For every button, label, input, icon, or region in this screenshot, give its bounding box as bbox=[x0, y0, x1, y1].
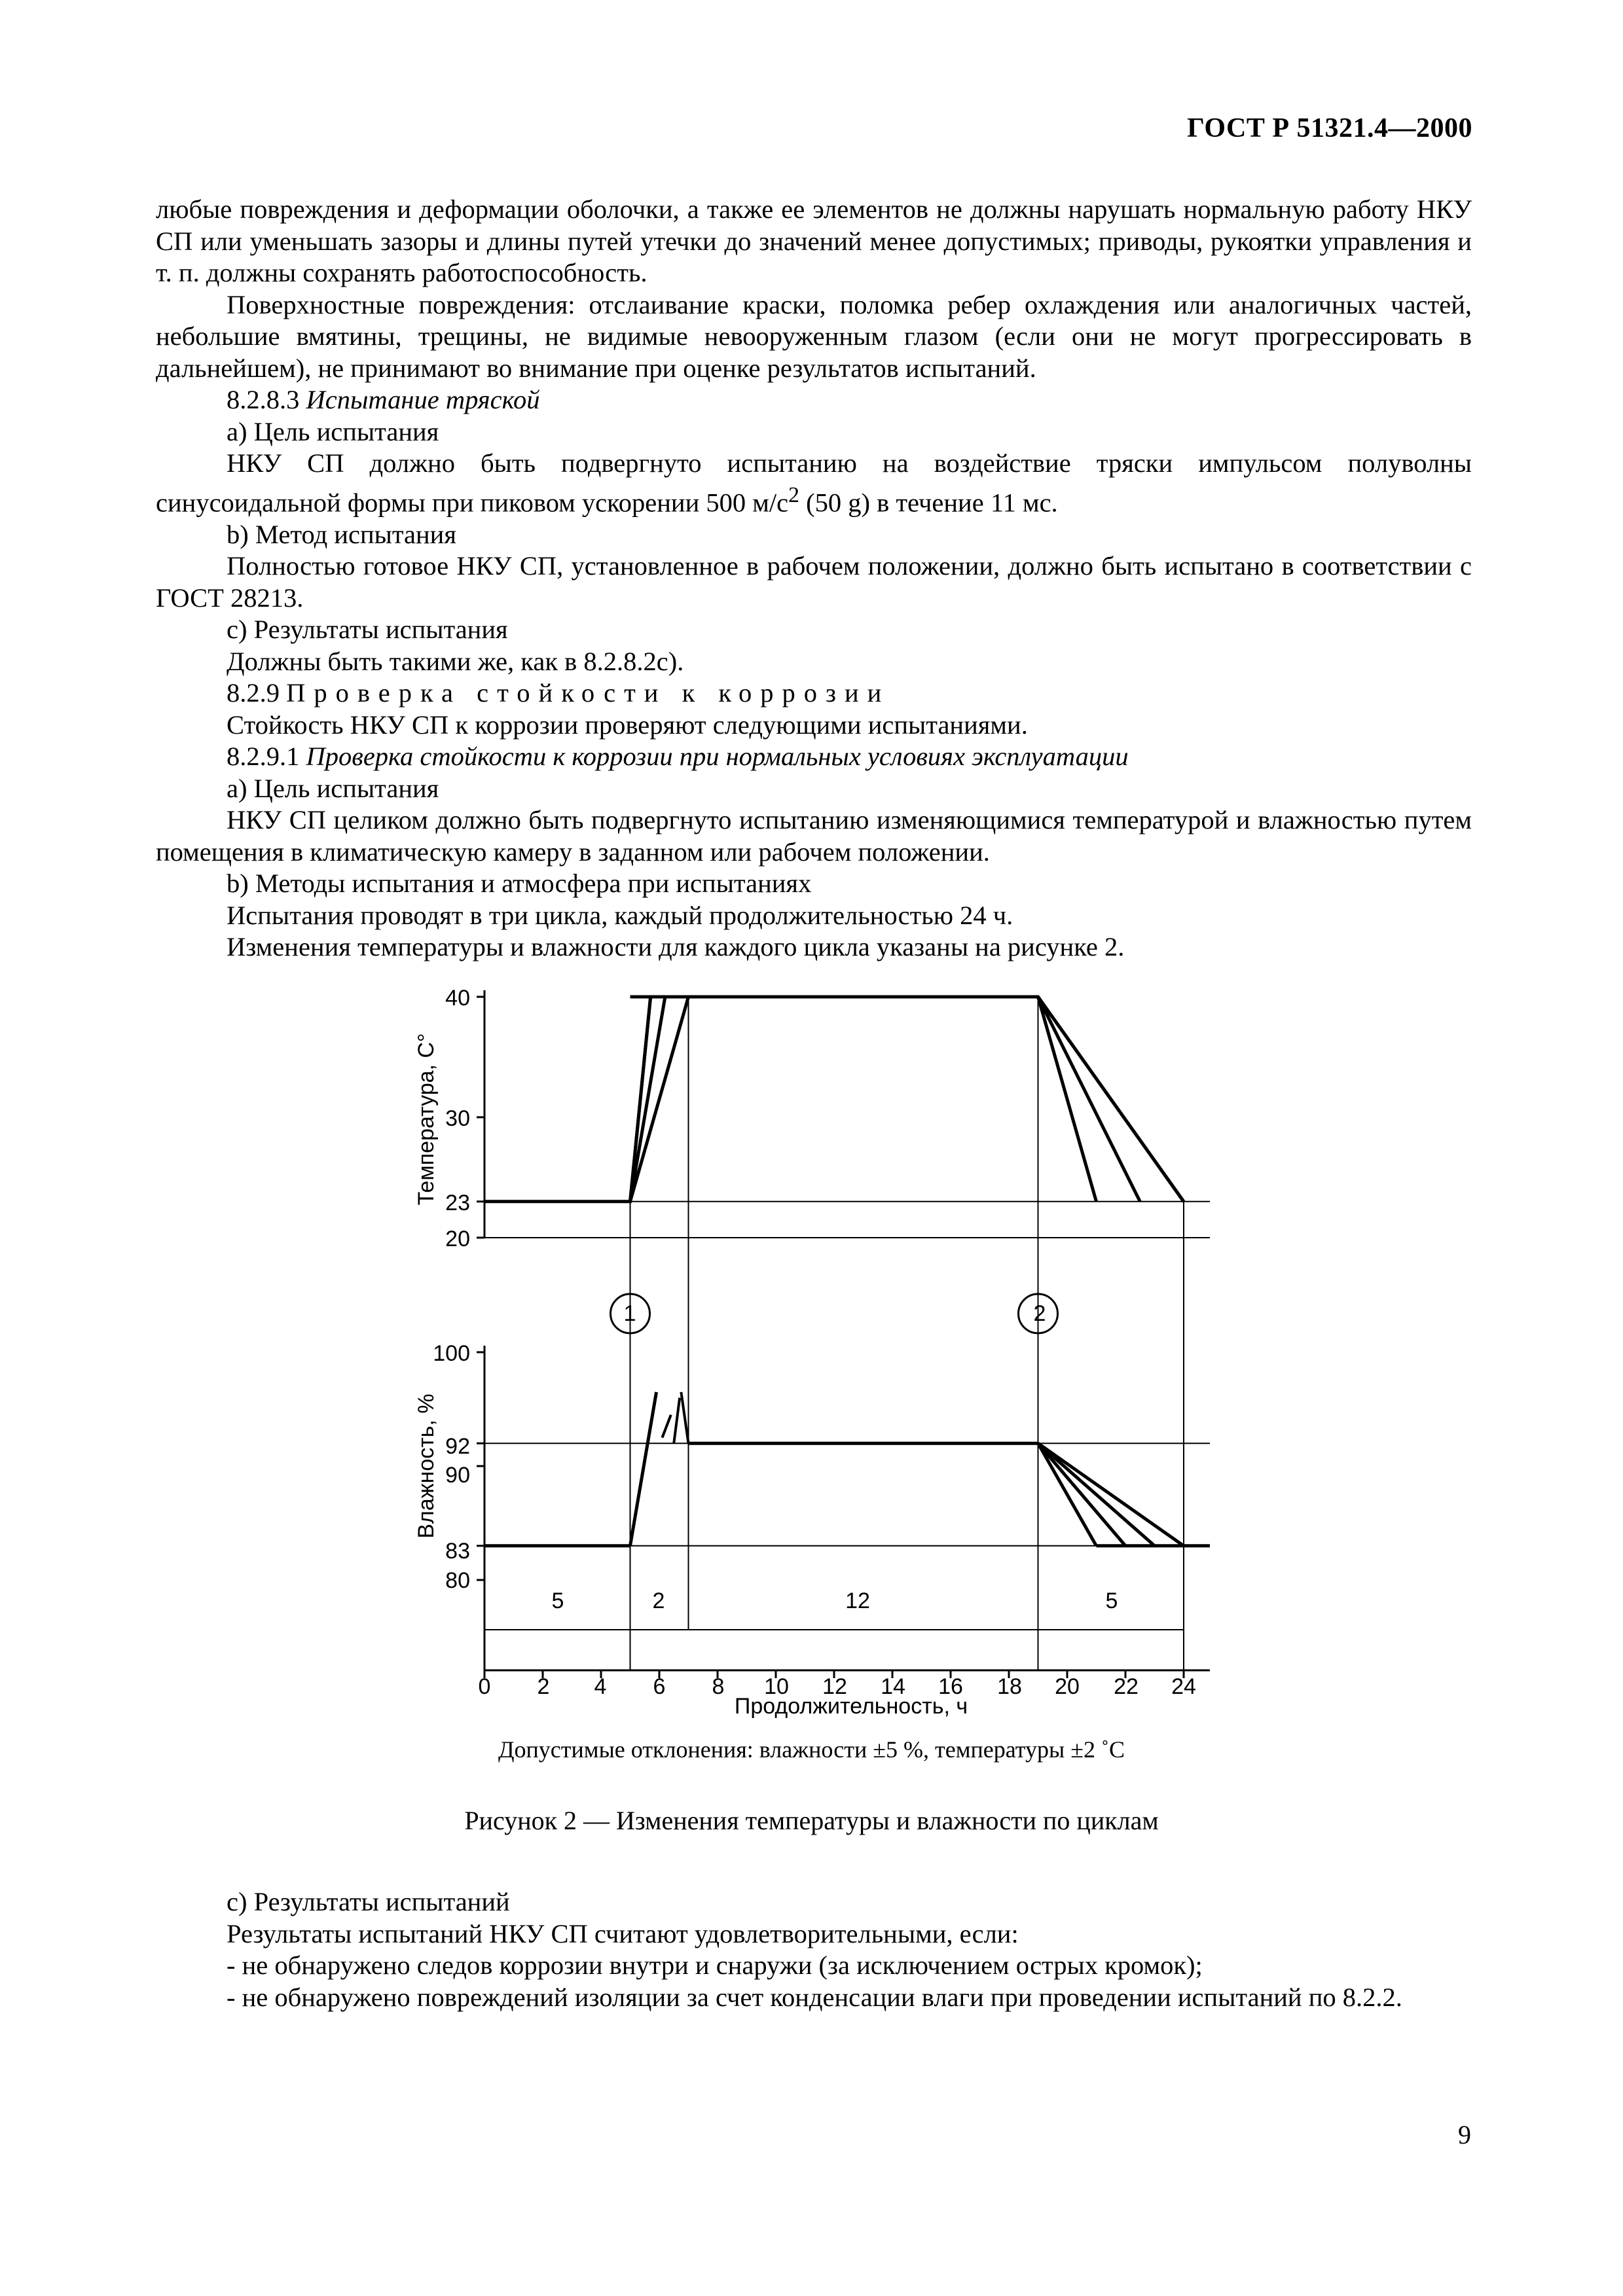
hum-ramp-variant bbox=[681, 1392, 688, 1443]
x-tick-label: 18 bbox=[997, 1674, 1022, 1699]
figure-note: Допустимые отклонения: влажности ±5 %, температуры ±2 ˚С bbox=[498, 1736, 1125, 1763]
hum-tick-label: 83 bbox=[445, 1539, 470, 1564]
hum-ramp-down bbox=[1038, 1443, 1097, 1546]
x-tick-label: 22 bbox=[1114, 1674, 1139, 1699]
hum-tick-label: 92 bbox=[445, 1434, 470, 1459]
marker-1-label: 1 bbox=[623, 1301, 636, 1326]
section-heading: 8.2.9 Проверка стойкости к коррозии bbox=[227, 678, 890, 708]
paragraph: Результаты испытаний НКУ СП считают удовлетворительными, если: bbox=[227, 1918, 1019, 1948]
hum-tick-label: 100 bbox=[433, 1341, 470, 1366]
results-text bbox=[156, 1886, 1472, 2013]
paragraph: НКУ СП целиком должно быть подвергнуто испытанию изменяющимися температурой и влажностью путем помещения в климатическую камеру в заданном или рабочем положении. bbox=[156, 805, 1472, 867]
paragraph: Полностью готовое НКУ СП, установленное в рабочем положении, должно быть испытано в соответствии с ГОСТ 28213. bbox=[156, 551, 1472, 613]
x-tick-label: 10 bbox=[764, 1674, 789, 1699]
x-axis-label: Продолжительность, ч bbox=[734, 1694, 968, 1719]
paragraph: любые повреждения и деформации оболочки, а также ее элементов не должны нарушать нормальную работу НКУ СП или уменьшать зазоры и длины путей утечки до значений менее допустимых; приводы, рукоятки управления и т. п. должны сохранять работоспособность. bbox=[156, 194, 1472, 287]
hum-ramp-down bbox=[1038, 1443, 1155, 1546]
hum-ramp-variant bbox=[662, 1415, 670, 1438]
x-tick-label: 12 bbox=[822, 1674, 847, 1699]
temp-tick-label: 40 bbox=[445, 986, 470, 1011]
temp-tick-label: 20 bbox=[445, 1227, 470, 1251]
hum-ramp-up bbox=[630, 1392, 657, 1546]
temp-axis-label: Температура, С° bbox=[414, 1033, 439, 1206]
paragraph: Должны быть такими же, как в 8.2.8.2c). bbox=[227, 646, 684, 676]
hum-tick-label: 90 bbox=[445, 1463, 470, 1488]
x-tick-label: 14 bbox=[881, 1674, 905, 1699]
phase-label: 12 bbox=[845, 1588, 870, 1613]
x-tick-label: 6 bbox=[653, 1674, 666, 1699]
paragraph: Стойкость НКУ СП к коррозии проверяют следующими испытаниями. bbox=[227, 709, 1028, 740]
paragraph: а) Цель испытания bbox=[227, 773, 439, 803]
paragraph: а) Цель испытания bbox=[227, 416, 439, 446]
hum-tick-label: 80 bbox=[445, 1568, 470, 1593]
x-tick-label: 20 bbox=[1055, 1674, 1080, 1699]
paragraph: Испытания проводят в три цикла, каждый продолжительностью 24 ч. bbox=[227, 900, 1013, 930]
figure-2 bbox=[0, 975, 1623, 1800]
figure-caption: Рисунок 2 — Изменения температуры и влажности по циклам bbox=[464, 1806, 1159, 1835]
temp-ramp-down bbox=[1038, 997, 1184, 1202]
section-heading: 8.2.8.3 Испытание тряской bbox=[227, 385, 540, 414]
x-tick-label: 4 bbox=[594, 1674, 607, 1699]
phase-label: 5 bbox=[551, 1588, 564, 1613]
paragraph: c) Результаты испытаний bbox=[227, 1887, 510, 1916]
phase-label: 2 bbox=[652, 1588, 665, 1613]
page-number: 9 bbox=[1458, 2120, 1471, 2149]
body-text bbox=[156, 194, 1472, 963]
x-tick-label: 16 bbox=[938, 1674, 963, 1699]
paragraph: Изменения температуры и влажности для каждого цикла указаны на рисунке 2. bbox=[227, 932, 1125, 961]
paragraph: c) Результаты испытания bbox=[227, 615, 508, 644]
paragraph: - не обнаружено следов коррозии внутри и снаружи (за исключением острых кромок); bbox=[227, 1950, 1203, 1980]
cycle-chart bbox=[0, 975, 1623, 1800]
x-tick-label: 2 bbox=[537, 1674, 550, 1699]
paragraph: b) Методы испытания и атмосфера при испытаниях bbox=[227, 869, 812, 898]
temp-curve bbox=[484, 997, 1184, 1202]
section-heading: 8.2.9.1 Проверка стойкости к коррозии при нормальных условиях эксплуатации bbox=[227, 742, 1129, 771]
paragraph: - не обнаружено повреждений изоляции за счет конденсации влаги при проведении испытаний по 8.2.2. bbox=[227, 1982, 1402, 2012]
paragraph: b) Метод испытания bbox=[227, 519, 456, 549]
temp-tick-label: 30 bbox=[445, 1106, 470, 1131]
x-tick-label: 8 bbox=[712, 1674, 725, 1699]
paragraph: Поверхностные повреждения: отслаивание краски, поломка ребер охлаждения или аналогичных частей, небольшие вмятины, трещины, не видимые невооруженным глазом (если они не могут прогрессировать в дальнейшем), не принимают во внимание при оценке результатов испытаний. bbox=[156, 289, 1472, 383]
x-tick-label: 0 bbox=[478, 1674, 491, 1699]
hum-axis-label: Влажность, % bbox=[414, 1393, 439, 1539]
temp-tick-label: 23 bbox=[445, 1191, 470, 1215]
phase-label: 5 bbox=[1105, 1588, 1118, 1613]
hum-ramp-variant bbox=[674, 1398, 680, 1444]
document-header: ГОСТ Р 51321.4—2000 bbox=[1187, 113, 1472, 143]
paragraph: НКУ СП должно быть подвергнуто испытанию на воздействие тряски импульсом полуволны синусоидальной формы при пиковом ускорении 500 $м/с^2$ (50 g) в течение 11 мс. bbox=[156, 448, 1472, 517]
marker-2-label: 2 bbox=[1033, 1301, 1046, 1326]
x-tick-label: 24 bbox=[1171, 1674, 1196, 1699]
